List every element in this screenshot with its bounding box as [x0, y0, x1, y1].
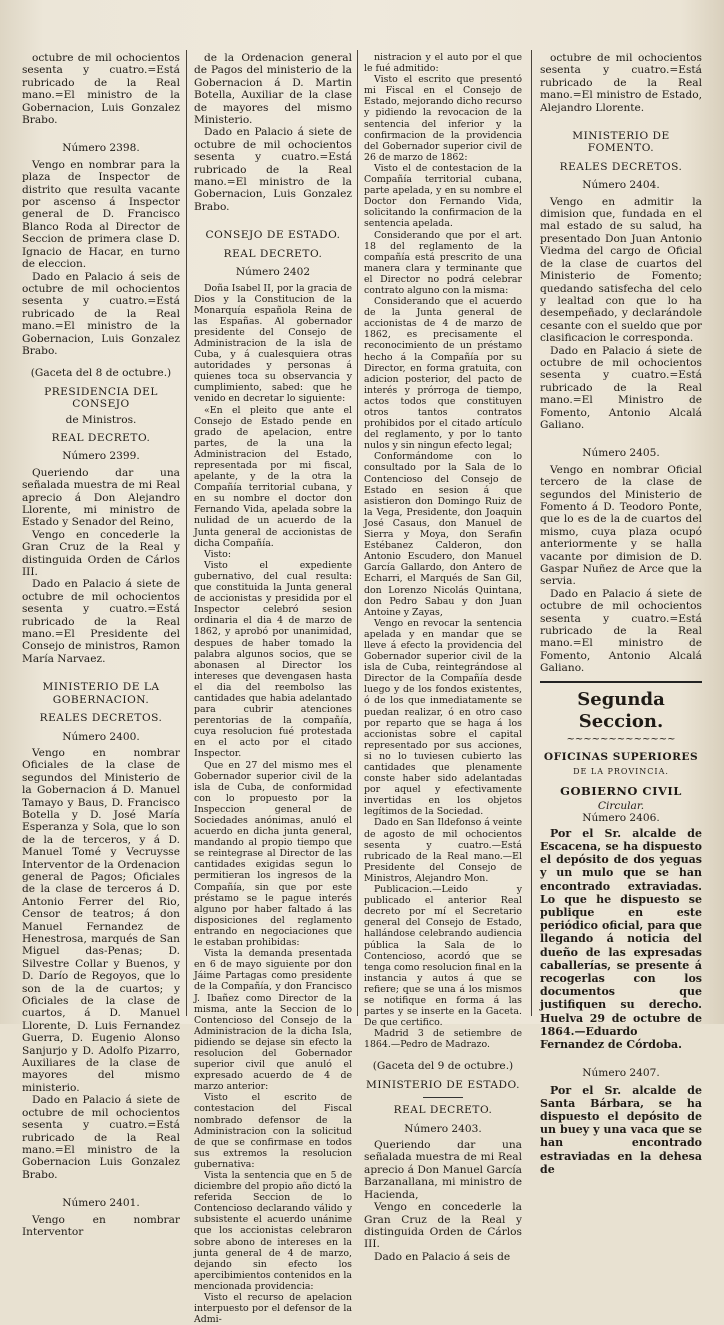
paragraph: Dado en Palacio á siete de octubre de mil ochocientos sesenta y cuatro.=Está rubricado de la Real mano.=El Ministro de Fomento, Antonio Alcalá Galiano.	[540, 344, 702, 431]
column-rule	[357, 50, 358, 1016]
offices-subheading: DE LA PROVINCIA.	[573, 767, 669, 777]
paragraph: de la Ordenacion general de Pagos del ministerio de la Gobernacion á D. Martin Botella, Auxiliar de la clase de mayores del mismo Ministerio.	[194, 52, 352, 127]
paragraph: Dado en Palacio á siete de octubre de mil ochocientos sesenta y cuatro.=Está rubricado de la Real mano.=El ministro de la Gobernacion Luis Gonzalez Brabo.	[22, 1094, 180, 1181]
section-heading: CONSEJO DE ESTADO.	[205, 229, 341, 242]
paragraph: Que en 27 del mismo mes el Gobernador superior civil de la isla de Cuba, de conformidad con lo propuesto por la Inspeccion general de Sociedades anónimas, anuló el acuerdo en dicha junta general, mandando al propio tiempo que se reintegrase al Director de las cantidades exigidas segun lo permitieran los ingresos de la Compañía, sin que por este préstamo se le pague interés alguno por haber faltado á las disposiciones del reglamento entrando en negociaciones que le estaban prohibidas:	[194, 759, 352, 949]
section-heading: MINISTERIO DE ESTADO.	[366, 1078, 520, 1091]
paragraph: Vengo en nombrar Oficiales de la clase de segundos del Ministerio de la Gobernacion á D. Manuel Tamayo y Baus, D. Francisco Botella y D. José María Esperanza y Sola, que lo son de la de terceros, y á D. Manuel Tomé y Vecruysse Interventor de la Ordenacion general de Pagos; Oficiales de la clase de terceros á D. Antonio Ferrer del Rio, Censor de teatros; á don Manuel Fernandez de Henestrosa, marqués de San Miguel das-Penas; D. Silvestre Collar y Buenos, y D. Darío de Regoyos, que lo son de la de cuartos; y Oficiales de la clase de cuartos, á D. Manuel Llorente, D. Luis Fernandez Guerra, D. Eugenio Alonso Sanjurjo y D. Adolfo Pizarro, Auxiliares de la clase de mayores del mismo ministerio.	[22, 746, 180, 1094]
decree-number: Número 2407.	[582, 1067, 660, 1080]
decree-heading: REAL DECRETO.	[223, 247, 323, 260]
paragraph: octubre de mil ochocientos sesenta y cuatro.=Está rubricado de la Real mano.=El ministro de la Gobernacion, Luis Gonzalez Brabo.	[22, 52, 180, 127]
decree-heading: REALES DECRETOS.	[559, 160, 683, 173]
decree-number: Número 2399.	[62, 450, 140, 463]
column-rule	[531, 50, 532, 1016]
paragraph: Visto el escrito de contestacion del Fiscal nombrado defensor de la Administracion con la solicitud de que se confirmase en todos sus extremos la resolucion gubernativa:	[194, 1092, 352, 1170]
decree-number: Número 2398.	[62, 142, 140, 155]
gobierno-heading: GOBIERNO CIVIL	[560, 783, 682, 798]
decree-heading: REAL DECRETO.	[393, 1104, 493, 1117]
decree-number: Número 2401.	[62, 1197, 140, 1210]
circular-label: Circular.	[597, 799, 645, 812]
paragraph: Dado en Palacio á siete de octubre de mil ochocientos sesenta y cuatro.=Está rubricado de la Real mano.=El Presidente del Consejo de ministros, Ramon María Narvaez.	[22, 578, 180, 665]
column-3	[364, 52, 522, 1263]
paragraph: Vista la sentencia que en 5 de diciembre del propio año dictó la referida Seccion de lo Contencioso declarando válido y subsistente el acuerdo unánime que los accionistas celebraron sobre abono de intereses en la junta general de 4 de marzo, dejando sin efecto los apercibimientos contenidos en la mencionada providencia:	[194, 1170, 352, 1292]
paragraph: Dado en San Ildefonso á veinte de agosto de mil ochocientos sesenta y cuatro.—Está rubricado de la Real mano.—El Presidente del Consejo de Ministros, Alejandro Mon.	[364, 817, 522, 884]
paragraph: Visto el expediente gubernativo, del cual resulta: que constituida la Junta general de accionistas y presidida por el Inspector celebró sesion ordinaria el dia 4 de marzo de 1862, y aprobó por unanimidad, despues de haber tomado la palabra algunos socios, que se abonasen al Director los intereses que devengasen hasta el dia del reembolso las cantidades que habia adelantado para cubrir atenciones perentorias de la compañía, cuya resolucion fué protestada en el acto por el citado Inspector.	[194, 559, 352, 760]
paragraph: Considerando que por el art. 18 del reglamento de la compañía está prescrito de una manera clara y terminante que el Director no podrá celebrar contrato alguno con la misma:	[364, 229, 522, 296]
paragraph: Dado en Palacio á seis de	[374, 1250, 511, 1263]
ornament-divider: ~~~~~~~~~~~~~	[566, 733, 676, 745]
decree-number: Número 2403.	[404, 1122, 482, 1135]
decree-heading: REALES DECRETOS.	[39, 712, 163, 725]
section-heading: PRESIDENCIA DEL CONSEJO	[44, 385, 158, 411]
paragraph: Por el Sr. alcalde de Santa Bárbara, se ha dispuesto el depósito de un buey y una vaca que se han encontrado estraviadas en la dehesa de	[540, 1083, 702, 1176]
section-heading: MINISTERIO DE FOMENTO.	[572, 130, 670, 155]
paragraph: Visto el recurso de apelacion interpuesto por el defensor de la Admi-	[194, 1292, 352, 1325]
paragraph: Dado en Palacio á siete de octubre de mil ochocientos sesenta y cuatro.=Está rubricado de la Real mano.=El ministro de Fomento, Antonio Alcalá Galiano.	[540, 587, 702, 675]
paragraph: Vengo en nombrar para la plaza de Inspector de distrito que resulta vacante por ascenso á Inspector general de D. Francisco Blanco Roda al Director de Seccion de primera clase D. Ignacio de Hacar, en turno de eleccion.	[22, 158, 180, 271]
paragraph: Visto el de contestacion de la Compañía territorial cubana, parte apelada, y en su nombre el Doctor don Fernando Vida, solicitando la confirmacion de la sentencia apelada.	[364, 162, 522, 230]
paragraph: Vengo en admitir la dimision que, fundada en el mal estado de su salud, ha presentado Don Juan Antonio Viedma del cargo de Oficial de la clase de cuartos del Ministerio de Fomento; quedando satisfecha del celo y lealtad con que lo ha desempeñado, y declarándole cesante con el sueldo que por clasificacion le corresponda.	[540, 195, 702, 345]
paragraph: Publicacion.—Leido y publicado el anterior Real decreto por mí el Secretario general del Consejo de Estado, hallándose celebrando audiencia pública la Sala de lo Contencioso, acordó que se tenga como resolucion final en la instancia y autos á que se refiere; que se una á los mismos se notifique en forma á las partes y se inserte en la Gaceta. De que certifico.	[364, 884, 522, 1029]
section-title: Segunda Seccion.	[540, 681, 702, 733]
paragraph: nistracion y el auto por el que le fué admitido:	[364, 52, 522, 75]
decree-number: Número 2400.	[62, 730, 140, 743]
gaceta-note: (Gaceta del 9 de octubre.)	[372, 1060, 514, 1073]
column-4	[540, 52, 702, 1176]
paragraph: Dado en Palacio á siete de octubre de mil ochocientos sesenta y cuatro.=Está rubricado de la Real mano.=El ministro de la Gobernacion, Luis Gonzalez Brabo.	[194, 126, 352, 213]
paragraph: Queriendo dar una señalada muestra de mi Real aprecio á Don Manuel García Barzanallana, mi ministro de Hacienda,	[364, 1139, 522, 1201]
gaceta-note: (Gaceta del 8 de octubre.)	[30, 367, 172, 380]
decree-heading: REAL DECRETO.	[51, 431, 151, 444]
paragraph: Conformándome con lo consultado por la Sala de lo Contencioso del Consejo de Estado en sesion á que asistieron don Domingo Ruiz de la Vega, Presidente, don Joaquin José Casaus, don Manuel de Sierra y Moya, don Serafin Estébanez Calderon, don Antonio Escudero, don Manuel García Gallardo, don Antero de Echarri, el Marqués de San Gil, don Lorenzo Nicolás Quintana, don Pedro Sabau y don Juan Antoine y Zayas,	[364, 451, 522, 618]
decree-number: Número 2404.	[582, 179, 660, 192]
column-1	[22, 52, 180, 1238]
column-2	[194, 52, 352, 1325]
decree-number: Número 2405.	[582, 447, 660, 460]
paragraph: Considerando que el acuerdo de la Junta general de accionistas de 4 de marzo de 1862, es precisamente el reconocimiento de un préstamo hecho á la Compañía por su Director, en forma gratuita, con adicion posterior, del pacto de interés y prórroga de tiempo, actos todos que constituyen otros tantos contratos prohibidos por el citado artículo del reglamento, y por lo tanto nulos y sin ningun efecto legal;	[364, 296, 522, 452]
paragraph: Queriendo dar una señalada muestra de mi Real aprecio á Don Alejandro Llorente, mi ministro de Estado y Senador del Reino,	[22, 466, 180, 529]
paragraph: Doña Isabel II, por la gracia de Dios y la Constitucion de la Monarquía española Reina de las Españas. Al gobernador presidente del Consejo de Administracion de la isla de Cuba, y á cualesquiera otras autoridades y personas á quienes toca su observancia y cumplimiento, sabed: que he venido en decretar lo siguiente:	[194, 282, 352, 405]
paragraph: Madrid 3 de setiembre de 1864.—Pedro de Madrazo.	[364, 1028, 522, 1051]
offices-heading: OFICINAS SUPERIORES	[543, 750, 699, 763]
paragraph: Vengo en nombrar Interventor	[22, 1213, 180, 1238]
paragraph: Por el Sr. alcalde de Escacena, se ha dispuesto el depósito de dos yeguas y un mulo que se han encontrado extraviadas. Lo que he dispuesto se publique en este periódico oficial, para que llegando á noticia del dueño de las expresadas caballerías, se presente á recogerlas con los documentos que justifiquen su derecho. Huelva 29 de octubre de 1864.—Eduardo Fernandez de Córdoba.	[540, 826, 702, 1051]
decree-number: Número 2402	[235, 266, 311, 279]
paragraph: Vengo en nombrar Oficial tercero de la clase de segundos del Ministerio de Fomento á D. Teodoro Ponte, que lo es de la de cuartos del mismo, cuya plaza ocupó anteriormente y se halla vacante por dimision de D. Gaspar Nuñez de Arce que la servia.	[540, 463, 702, 588]
paragraph: «En el pleito que ante el Consejo de Estado pende en grado de apelacion, entre partes, de la una la Administracion del Estado, representada por mi fiscal, apelante, y de la otra la Compañía territorial cubana, y en su nombre el doctor don Fernando Vida, apelada sobre la nulidad de un acuerdo de la Junta general de accionistas de dicha Compañía.	[194, 404, 352, 549]
divider	[423, 1097, 463, 1098]
section-subheading: de Ministros.	[65, 413, 137, 426]
paragraph: Visto:	[204, 548, 231, 560]
decree-number: Número 2406.	[582, 812, 660, 825]
paragraph: Vengo en concederle la Gran Cruz de la Real y distinguida Orden de Cárlos III.	[364, 1201, 522, 1251]
paragraph: Dado en Palacio á seis de octubre de mil ochocientos sesenta y cuatro.=Está rubricado de la Real mano.=El ministro de la Gobernacion, Luis Gonzalez Brabo.	[22, 270, 180, 357]
paragraph: Vista la demanda presentada en 6 de mayo siguiente por don Jáime Partagas como presidente de la Compañía, y don Francisco J. Ibañez como Director de la misma, ante la Seccion de lo Contencioso del Consejo de la Administracion de la dicha Isla, pidiendo se dejase sin efecto la resolucion del Gobernador superior civil que anuló el expresado acuerdo de 4 de marzo anterior:	[194, 948, 352, 1093]
paragraph: Vengo en revocar la sentencia apelada y en mandar que se lleve á efecto la providencia del Gobernador superior civil de la isla de Cuba, reintegrándose al Director de la Compañía desde luego y de los fondos existentes, ó de los que inmediatamente se puedan realizar, ó en otro caso por reparto que se haga á los accionistas sobre el capital representado por sus acciones, si no lo tuviesen cubierto las cantidades que plenamente conste haber sido adelantadas por aquel y efectivamente invertidas en los objetos legítimos de la Sociedad.	[364, 617, 522, 818]
paragraph: Visto el escrito que presentó mi Fiscal en el Consejo de Estado, mejorando dicho recurso y pidiendo la revocacion de la sentencia del inferior y la confirmacion de la providencia del Gobernador superior civil de 26 de marzo de 1862:	[364, 74, 522, 163]
section-heading: MINISTERIO DE LA GOBERNACION.	[42, 681, 160, 706]
column-rule	[186, 50, 187, 1016]
paragraph: Vengo en concederle la Gran Cruz de la Real y distinguida Orden de Cárlos III.	[22, 528, 180, 579]
paragraph: octubre de mil ochocientos sesenta y cuatro.=Está rubricado de la Real mano.=El ministro de Estado, Alejandro Llorente.	[540, 52, 702, 114]
